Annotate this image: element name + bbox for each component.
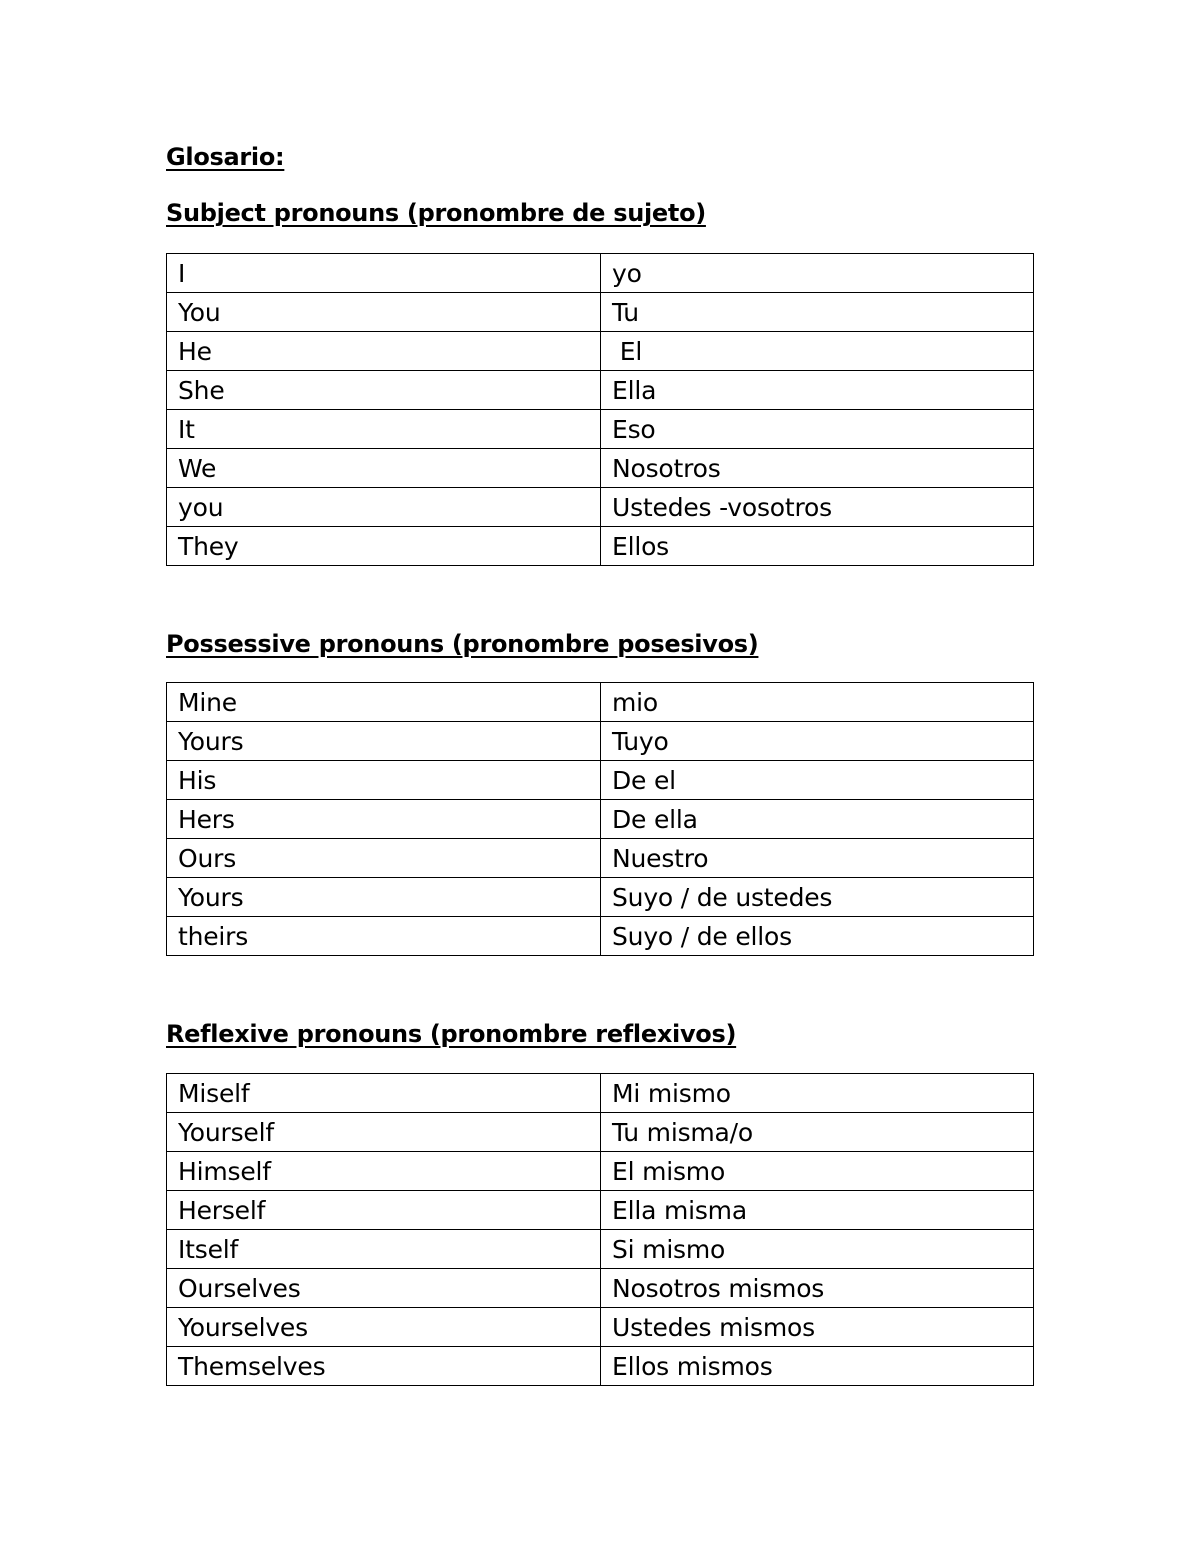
- english-cell: I: [167, 254, 601, 293]
- table-row: [167, 527, 1034, 566]
- reflexive-pronouns-table: [166, 1073, 1034, 1386]
- table-row: [167, 293, 1034, 332]
- page-title: Glosario:: [166, 143, 285, 171]
- table-row: [167, 1347, 1034, 1386]
- english-cell: Themselves: [167, 1347, 601, 1386]
- english-cell: Himself: [167, 1152, 601, 1191]
- english-cell: Yours: [167, 722, 601, 761]
- english-cell: Ourselves: [167, 1269, 601, 1308]
- english-cell: They: [167, 527, 601, 566]
- table-row: [167, 1308, 1034, 1347]
- table-row: [167, 254, 1034, 293]
- english-cell: His: [167, 761, 601, 800]
- english-cell: Yourselves: [167, 1308, 601, 1347]
- english-cell: She: [167, 371, 601, 410]
- table-row: [167, 800, 1034, 839]
- spanish-cell: Tu: [601, 293, 1034, 332]
- english-cell: Itself: [167, 1230, 601, 1269]
- table-row: [167, 371, 1034, 410]
- english-cell: It: [167, 410, 601, 449]
- spanish-cell: Mi mismo: [601, 1074, 1034, 1113]
- spanish-cell: Suyo / de ellos: [601, 917, 1034, 956]
- table-row: [167, 722, 1034, 761]
- table-row: [167, 878, 1034, 917]
- spanish-cell: De ella: [601, 800, 1034, 839]
- spanish-cell: Suyo / de ustedes: [601, 878, 1034, 917]
- spanish-cell: Ellos mismos: [601, 1347, 1034, 1386]
- english-cell: Herself: [167, 1191, 601, 1230]
- spanish-cell: Ellos: [601, 527, 1034, 566]
- spanish-cell: Ella misma: [601, 1191, 1034, 1230]
- table-row: [167, 1113, 1034, 1152]
- table-row: [167, 332, 1034, 371]
- spanish-cell: yo: [601, 254, 1034, 293]
- spanish-cell: Ustedes -vosotros: [601, 488, 1034, 527]
- spanish-cell: Tu misma/o: [601, 1113, 1034, 1152]
- spanish-cell: De el: [601, 761, 1034, 800]
- spanish-cell: Tuyo: [601, 722, 1034, 761]
- table-row: [167, 839, 1034, 878]
- subject-pronouns-table: [166, 253, 1034, 566]
- spanish-cell: Si mismo: [601, 1230, 1034, 1269]
- table-row: [167, 917, 1034, 956]
- possessive-pronouns-heading: Possessive pronouns (pronombre posesivos): [166, 630, 759, 658]
- english-cell: He: [167, 332, 601, 371]
- table-row: [167, 761, 1034, 800]
- possessive-pronouns-table: [166, 682, 1034, 956]
- spanish-cell: El: [601, 332, 1034, 371]
- spanish-cell: Nosotros mismos: [601, 1269, 1034, 1308]
- table-row: [167, 1152, 1034, 1191]
- table-row: [167, 488, 1034, 527]
- english-cell: You: [167, 293, 601, 332]
- spanish-cell: mio: [601, 683, 1034, 722]
- table-row: [167, 1191, 1034, 1230]
- table-row: [167, 1074, 1034, 1113]
- english-cell: We: [167, 449, 601, 488]
- reflexive-pronouns-heading: Reflexive pronouns (pronombre reflexivos): [166, 1020, 737, 1048]
- spanish-cell: Ustedes mismos: [601, 1308, 1034, 1347]
- english-cell: Yours: [167, 878, 601, 917]
- english-cell: Yourself: [167, 1113, 601, 1152]
- english-cell: theirs: [167, 917, 601, 956]
- spanish-cell: Nuestro: [601, 839, 1034, 878]
- table-row: [167, 683, 1034, 722]
- subject-pronouns-heading: Subject pronouns (pronombre de sujeto): [166, 199, 706, 227]
- english-cell: Ours: [167, 839, 601, 878]
- english-cell: Miself: [167, 1074, 601, 1113]
- english-cell: Hers: [167, 800, 601, 839]
- table-row: [167, 1269, 1034, 1308]
- spanish-cell: Eso: [601, 410, 1034, 449]
- spanish-cell: El mismo: [601, 1152, 1034, 1191]
- spanish-cell: Ella: [601, 371, 1034, 410]
- spanish-cell: Nosotros: [601, 449, 1034, 488]
- table-row: [167, 449, 1034, 488]
- table-row: [167, 410, 1034, 449]
- table-row: [167, 1230, 1034, 1269]
- english-cell: Mine: [167, 683, 601, 722]
- english-cell: you: [167, 488, 601, 527]
